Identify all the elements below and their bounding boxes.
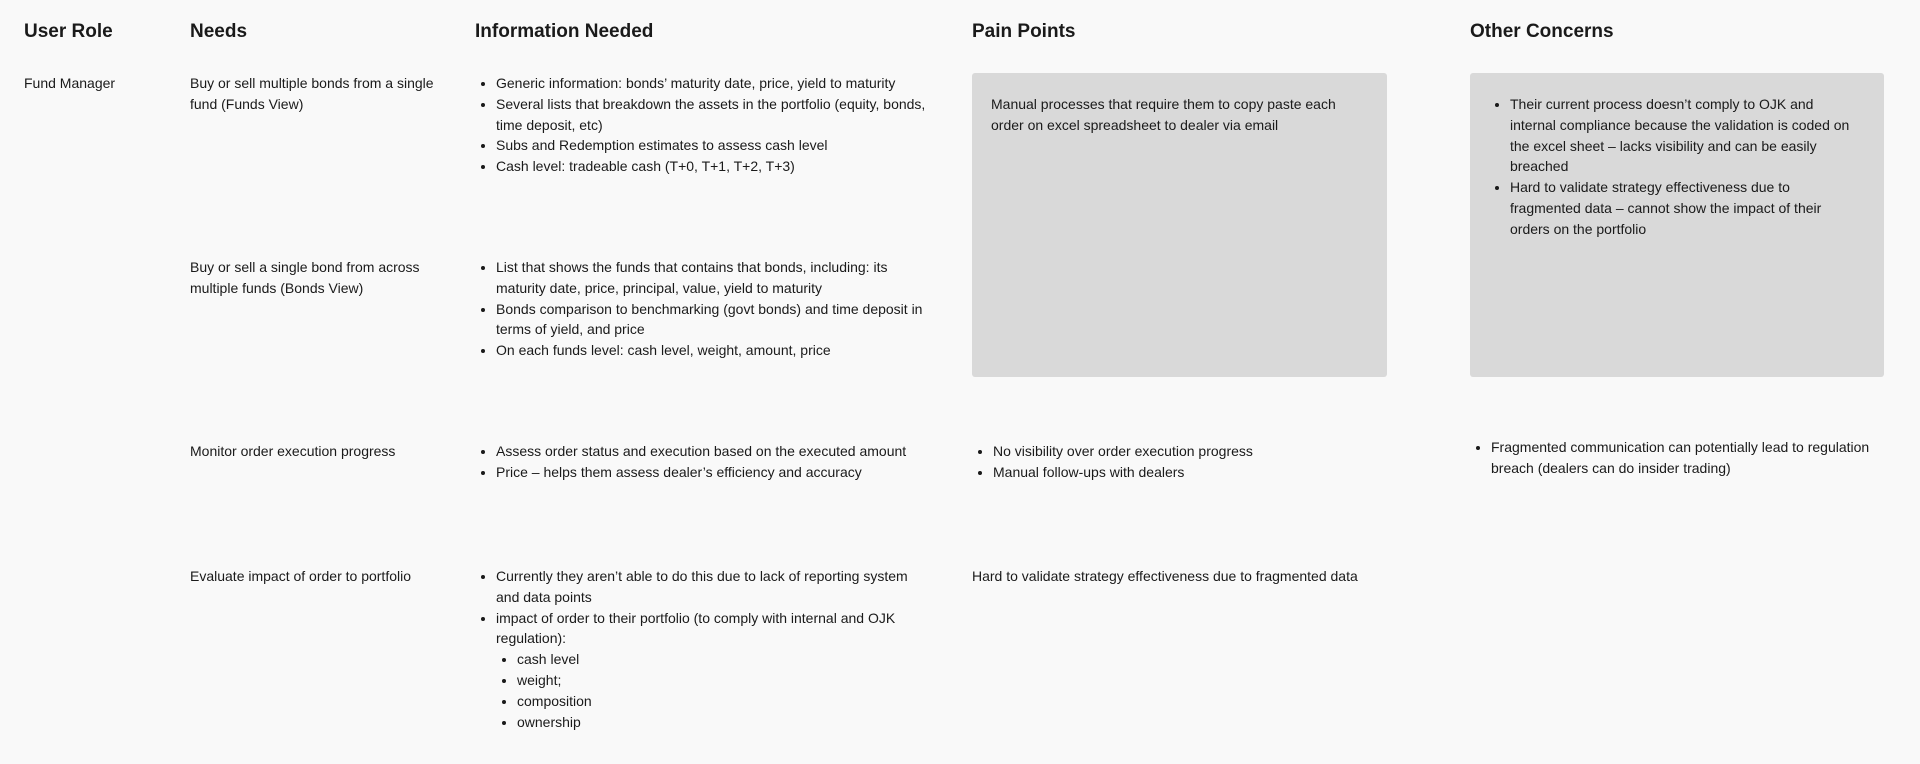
list-item: • Price – helps them assess dealer’s efficiency and accuracy	[496, 462, 926, 483]
header-other-concerns: Other Concerns	[1470, 21, 1614, 42]
list-item: • List that shows the funds that contains that bonds, including: its maturity date, price, principal, value, yield to maturity	[496, 257, 926, 299]
list-item: • Currently they aren’t able to do this due to lack of reporting system and data points	[496, 566, 926, 608]
need-row-4: Evaluate impact of order to portfolio	[190, 568, 412, 584]
other-concerns-box-list	[1489, 94, 1855, 240]
info-list-row-3	[475, 441, 926, 483]
list-item: • weight;	[517, 670, 926, 691]
list-item: • Fragmented communication can potentially lead to regulation breach (dealers can do insider trading)	[1491, 437, 1905, 479]
header-user-role: User Role	[24, 21, 113, 42]
info-sub-list	[496, 649, 926, 732]
list-item: • On each funds level: cash level, weight, amount, price	[496, 340, 926, 361]
list-item: • Subs and Redemption estimates to assess cash level	[496, 135, 926, 156]
list-item: • Cash level: tradeable cash (T+0, T+1, T+2, T+3)	[496, 156, 926, 177]
header-information-needed: Information Needed	[475, 21, 654, 42]
pain-points-box	[972, 73, 1387, 377]
list-item	[496, 608, 926, 733]
list-item: • Assess order status and execution based on the executed amount	[496, 441, 926, 462]
pain-point-row-4: Hard to validate strategy effectiveness due to fragmented data	[972, 568, 1358, 584]
need-row-2: Buy or sell a single bond from across multiple funds (Bonds View)	[190, 259, 420, 296]
header-pain-points: Pain Points	[972, 21, 1076, 42]
list-item: • composition	[517, 691, 926, 712]
list-item: • Their current process doesn’t comply to OJK and internal compliance because the validation is coded on the excel sheet – lacks visibility and can be easily breached	[1510, 94, 1855, 177]
info-list-row-2	[475, 257, 926, 361]
info-list-row-1	[475, 73, 926, 177]
list-item: • Bonds comparison to benchmarking (govt bonds) and time deposit in terms of yield, and price	[496, 299, 926, 341]
list-item: • cash level	[517, 649, 926, 670]
other-concerns-box	[1470, 73, 1884, 377]
list-item: • Manual follow-ups with dealers	[993, 462, 1413, 483]
list-item: • ownership	[517, 712, 926, 733]
list-item-text: impact of order to their portfolio (to comply with internal and OJK regulation):	[496, 609, 896, 647]
other-concerns-list-row-3	[1470, 437, 1905, 479]
pain-points-box-text: Manual processes that require them to copy paste each order on excel spreadsheet to dealer via email	[991, 96, 1336, 133]
list-item: • No visibility over order execution progress	[993, 441, 1413, 462]
need-row-1: Buy or sell multiple bonds from a single fund (Funds View)	[190, 75, 434, 112]
user-role-fund-manager: Fund Manager	[24, 75, 116, 91]
need-row-3: Monitor order execution progress	[190, 443, 396, 459]
list-item: • Hard to validate strategy effectiveness due to fragmented data – cannot show the impact of their orders on the portfolio	[1510, 177, 1855, 239]
header-needs: Needs	[190, 21, 248, 42]
list-item: • Generic information: bonds’ maturity date, price, yield to maturity	[496, 73, 926, 94]
pain-points-list-row-3	[972, 441, 1413, 483]
list-item: • Several lists that breakdown the assets in the portfolio (equity, bonds, time deposit, etc)	[496, 94, 926, 136]
info-list-row-4	[475, 566, 926, 732]
